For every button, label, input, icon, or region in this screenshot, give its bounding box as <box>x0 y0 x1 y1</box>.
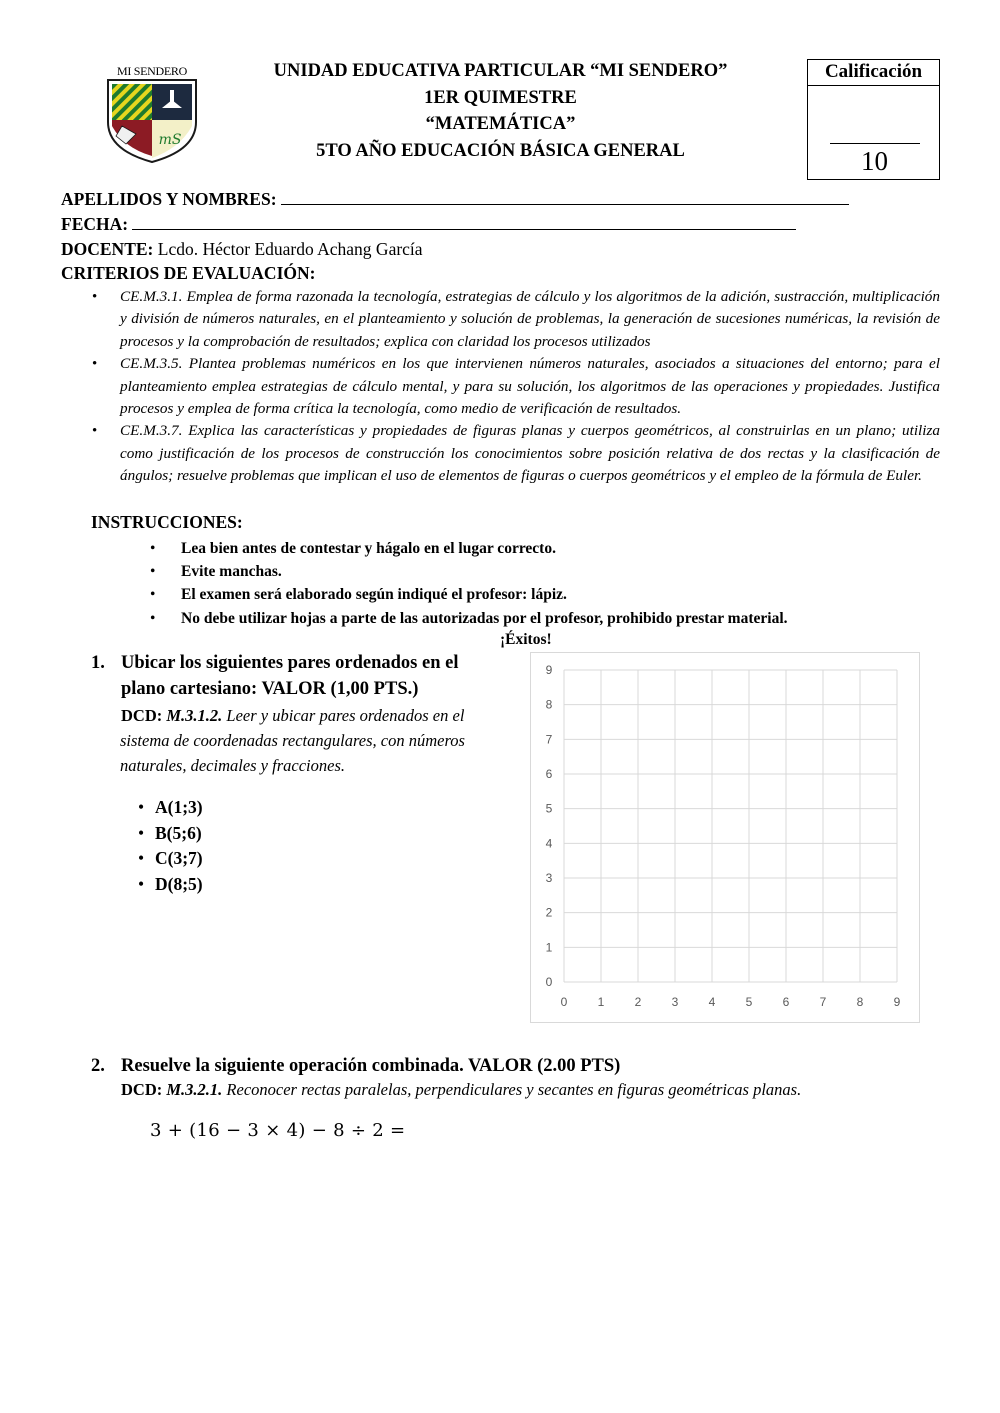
date-label: FECHA: <box>61 214 129 234</box>
subject: “MATEMÁTICA” <box>425 114 576 134</box>
q1-dcd-label: DCD: <box>121 706 163 725</box>
instruction-item: • No debe utilizar hojas a parte de las autorizadas por el profesor, prohibido prestar material. <box>150 607 910 630</box>
term: 1ER QUIMESTRE <box>424 87 577 108</box>
x-tick-label: 8 <box>856 995 864 1009</box>
svg-text:mS: mS <box>158 132 182 148</box>
x-tick-label: 3 <box>671 995 679 1009</box>
q1-dcd <box>121 703 464 728</box>
x-tick-label: 1 <box>597 995 605 1009</box>
criteria-item: • CE.M.3.7. Explica las características y propiedades de figuras planas y cuerpos geométricos, al construirlas en un plano; utiliza como justificación de los procesos de construcción los conocimientos sobre posición relativa de dos rectas y la clasificación de ángulos; resuelve problemas que implican el uso de elementos de figuras o cuerpos geométricos y el empleo de la fórmula de Euler. <box>92 420 940 487</box>
cartesian-plane-chart[interactable] <box>530 652 920 1023</box>
q1-dcd-code: M.3.1.2. <box>166 706 223 725</box>
q1-dcd-text-3: naturales, decimales y fracciones. <box>120 756 345 775</box>
y-tick-label: 4 <box>545 836 553 851</box>
grade-score-line[interactable] <box>830 143 920 144</box>
x-tick-label: 0 <box>560 995 568 1009</box>
y-tick-label: 9 <box>545 663 553 677</box>
q2-title: Resuelve la siguiente operación combinada. VALOR (2.00 PTS) <box>121 1056 621 1076</box>
grade-max: 10 <box>861 146 888 176</box>
combined-operation: 3 + (16 − 3 × 4) − 8 ÷ 2 = <box>150 1120 406 1141</box>
cartesian-plane-svg[interactable] <box>530 652 920 1023</box>
criteria-item: • CE.M.3.1. Emplea de forma razonada la tecnología, estrategias de cálculo y los algoritmos de la adición, sustracción, multiplicación y división de números naturales, en el planteamiento y solución de problemas, la generación de sucesiones numéricas, la revisión de procesos y la comprobación de resultados; explica con claridad los procesos utilizados <box>92 286 940 353</box>
teacher-label: DOCENTE: <box>61 239 154 259</box>
q1-dcd-line2 <box>120 728 465 753</box>
grade-level: 5TO AÑO EDUCACIÓN BÁSICA GENERAL <box>316 140 685 161</box>
names-field <box>61 188 849 210</box>
names-label: APELLIDOS Y NOMBRES: <box>61 189 277 209</box>
y-tick-label: 8 <box>545 697 553 712</box>
grade-box <box>807 59 940 180</box>
grade-label: Calificación <box>808 60 939 86</box>
instructions-list <box>150 537 910 630</box>
ordered-pair: • A(1;3) <box>138 795 203 821</box>
q2-dcd <box>121 1077 801 1102</box>
q1-title-line2: plano cartesiano: VALOR (1,00 PTS.) <box>121 679 419 699</box>
y-tick-label: 1 <box>545 940 553 955</box>
school-logo <box>104 64 200 164</box>
q1-title-line1: Ubicar los siguientes pares ordenados en el <box>121 653 459 673</box>
ordered-pair: • D(8;5) <box>138 872 203 898</box>
ordered-pair: • C(3;7) <box>138 846 203 872</box>
x-tick-label: 5 <box>745 995 753 1009</box>
document-header <box>228 58 773 164</box>
chart-frame <box>531 653 920 1023</box>
teacher-field <box>61 238 423 260</box>
y-tick-label: 6 <box>545 767 553 781</box>
instructions-heading: INSTRUCCIONES: <box>91 512 243 532</box>
criteria-list <box>92 286 940 488</box>
criteria-heading: CRITERIOS DE EVALUACIÓN: <box>61 263 316 283</box>
q2-number: 2. <box>91 1056 105 1076</box>
x-tick-label: 7 <box>819 995 827 1009</box>
instruction-item: • Evite manchas. <box>150 560 910 583</box>
instruction-item: • Lea bien antes de contestar y hágalo en el lugar correcto. <box>150 537 910 560</box>
y-tick-label: 3 <box>545 871 553 885</box>
x-tick-label: 6 <box>782 995 790 1009</box>
names-input-line[interactable] <box>281 188 849 205</box>
logo-caption: MI SENDERO <box>116 64 187 78</box>
x-tick-label: 9 <box>893 995 901 1009</box>
q1-dcd-text-2: sistema de coordenadas rectangulares, con números <box>120 731 465 750</box>
q2-dcd-text: Reconocer rectas paralelas, perpendiculares y secantes en figuras geométricas planas. <box>222 1080 802 1099</box>
q1-number: 1. <box>91 653 105 673</box>
date-field <box>61 213 796 235</box>
q1-dcd-text-1: Leer y ubicar pares ordenados en el <box>222 706 465 725</box>
x-tick-label: 2 <box>634 995 642 1009</box>
y-tick-label: 5 <box>545 801 553 816</box>
q2-dcd-label: DCD: <box>121 1080 163 1099</box>
ordered-pairs-list <box>138 795 203 897</box>
teacher-name: Lcdo. Héctor Eduardo Achang García <box>153 239 423 259</box>
y-tick-label: 7 <box>545 732 553 747</box>
school-name: UNIDAD EDUCATIVA PARTICULAR “MI SENDERO” <box>273 61 728 81</box>
good-luck-text: ¡Éxitos! <box>500 631 552 648</box>
y-tick-label: 2 <box>545 905 553 920</box>
criteria-item: • CE.M.3.5. Plantea problemas numéricos en los que intervienen números naturales, asociados a situaciones del entorno; para el planteamiento emplea estrategias de cálculo mental, y para su solución, los algoritmos de las operaciones y propiedades. Justifica procesos y emplea de forma crítica la tecnología, como medio de verificación de resultados. <box>92 353 940 420</box>
x-tick-label: 4 <box>708 995 716 1009</box>
date-input-line[interactable] <box>132 213 796 230</box>
ordered-pair: • B(5;6) <box>138 821 203 847</box>
instruction-item: • El examen será elaborado según indiqué el profesor: lápiz. <box>150 583 910 606</box>
q1-dcd-line3 <box>120 753 345 778</box>
q2-dcd-code: M.3.2.1. <box>166 1080 223 1099</box>
y-tick-label: 0 <box>545 975 553 989</box>
